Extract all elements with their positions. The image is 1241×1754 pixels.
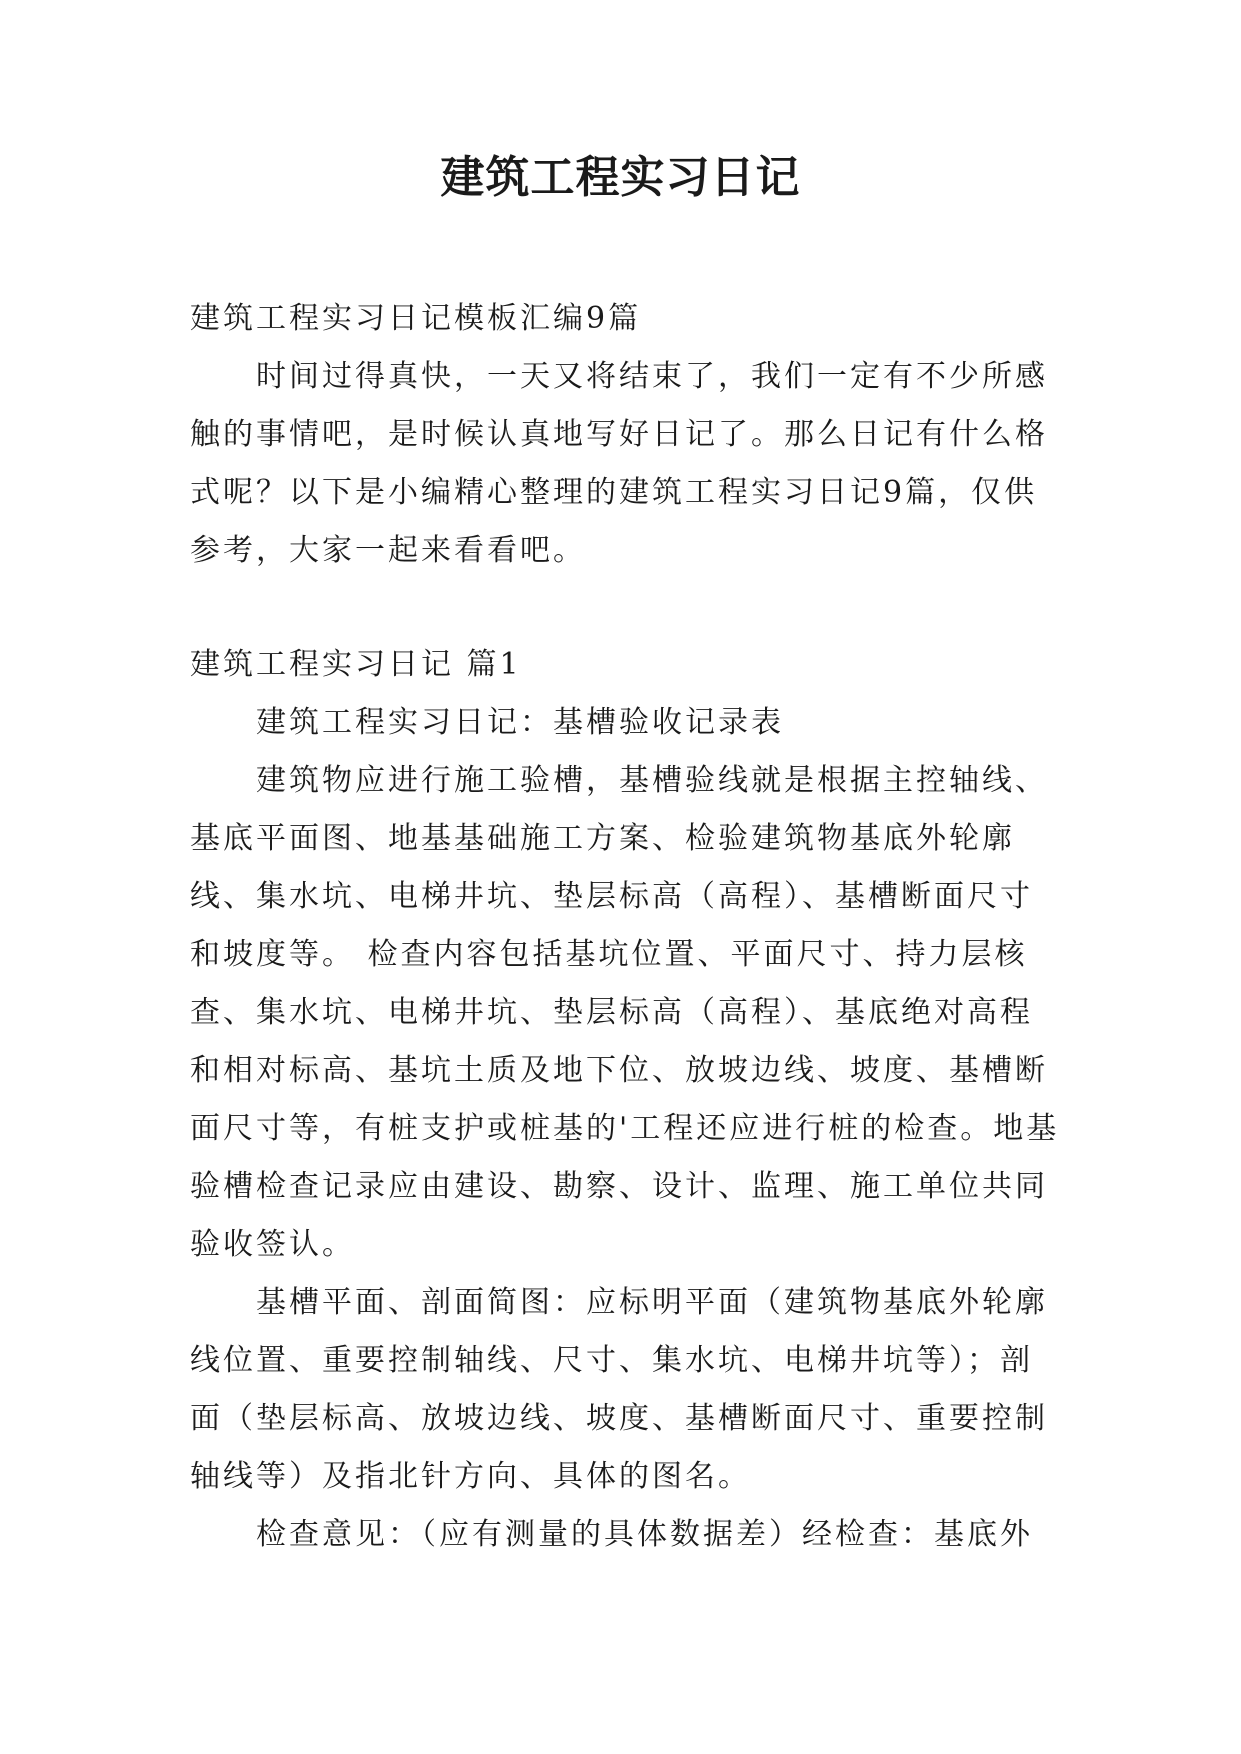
section-subheading: 建筑工程实习日记：基槽验收记录表 [256,705,784,740]
document-title: 建筑工程实习日记 [440,152,801,203]
body-paragraph-2: 基槽平面、剖面简图：应标明平面（建筑物基底外轮廓线位置、重要控制轴线、尺寸、集水坑、电梯井坑等）；剖面（垫层标高、放坡边线、坡度、基槽断面尺寸、重要控制轴线等）及指北针方向、具体的图名。 [190,1285,1048,1494]
document-body [190,290,1060,1564]
section-heading: 建筑工程实习日记 篇1 [190,647,522,682]
document-subtitle: 建筑工程实习日记模板汇编9篇 [190,301,642,336]
body-paragraph-3: 检查意见：（应有测量的具体数据差）经检查：基底外 [256,1517,1033,1552]
intro-paragraph: 时间过得真快，一天又将结束了，我们一定有不少所感触的事情吧，是时候认真地写好日记了。那么日记有什么格式呢？以下是小编精心整理的建筑工程实习日记9篇，仅供参考，大家一起来看看吧。 [190,359,1048,568]
body-paragraph-1: 建筑物应进行施工验槽，基槽验线就是根据主控轴线、基底平面图、地基基础施工方案、检验建筑物基底外轮廓线、集水坑、电梯井坑、垫层标高（高程）、基槽断面尺寸和坡度等。 检查内容包括基坑位置、平面尺寸、持力层核查、集水坑、电梯井坑、垫层标高（高程）、基底绝对高程和相对标高、基坑土质及地下位、放坡边线、坡度、基槽断面尺寸等，有桩支护或桩基的'工程还应进行桩的检查。地基验槽检查记录应由建设、勘察、设计、监理、施工单位共同验收签认。 [190,763,1060,1262]
